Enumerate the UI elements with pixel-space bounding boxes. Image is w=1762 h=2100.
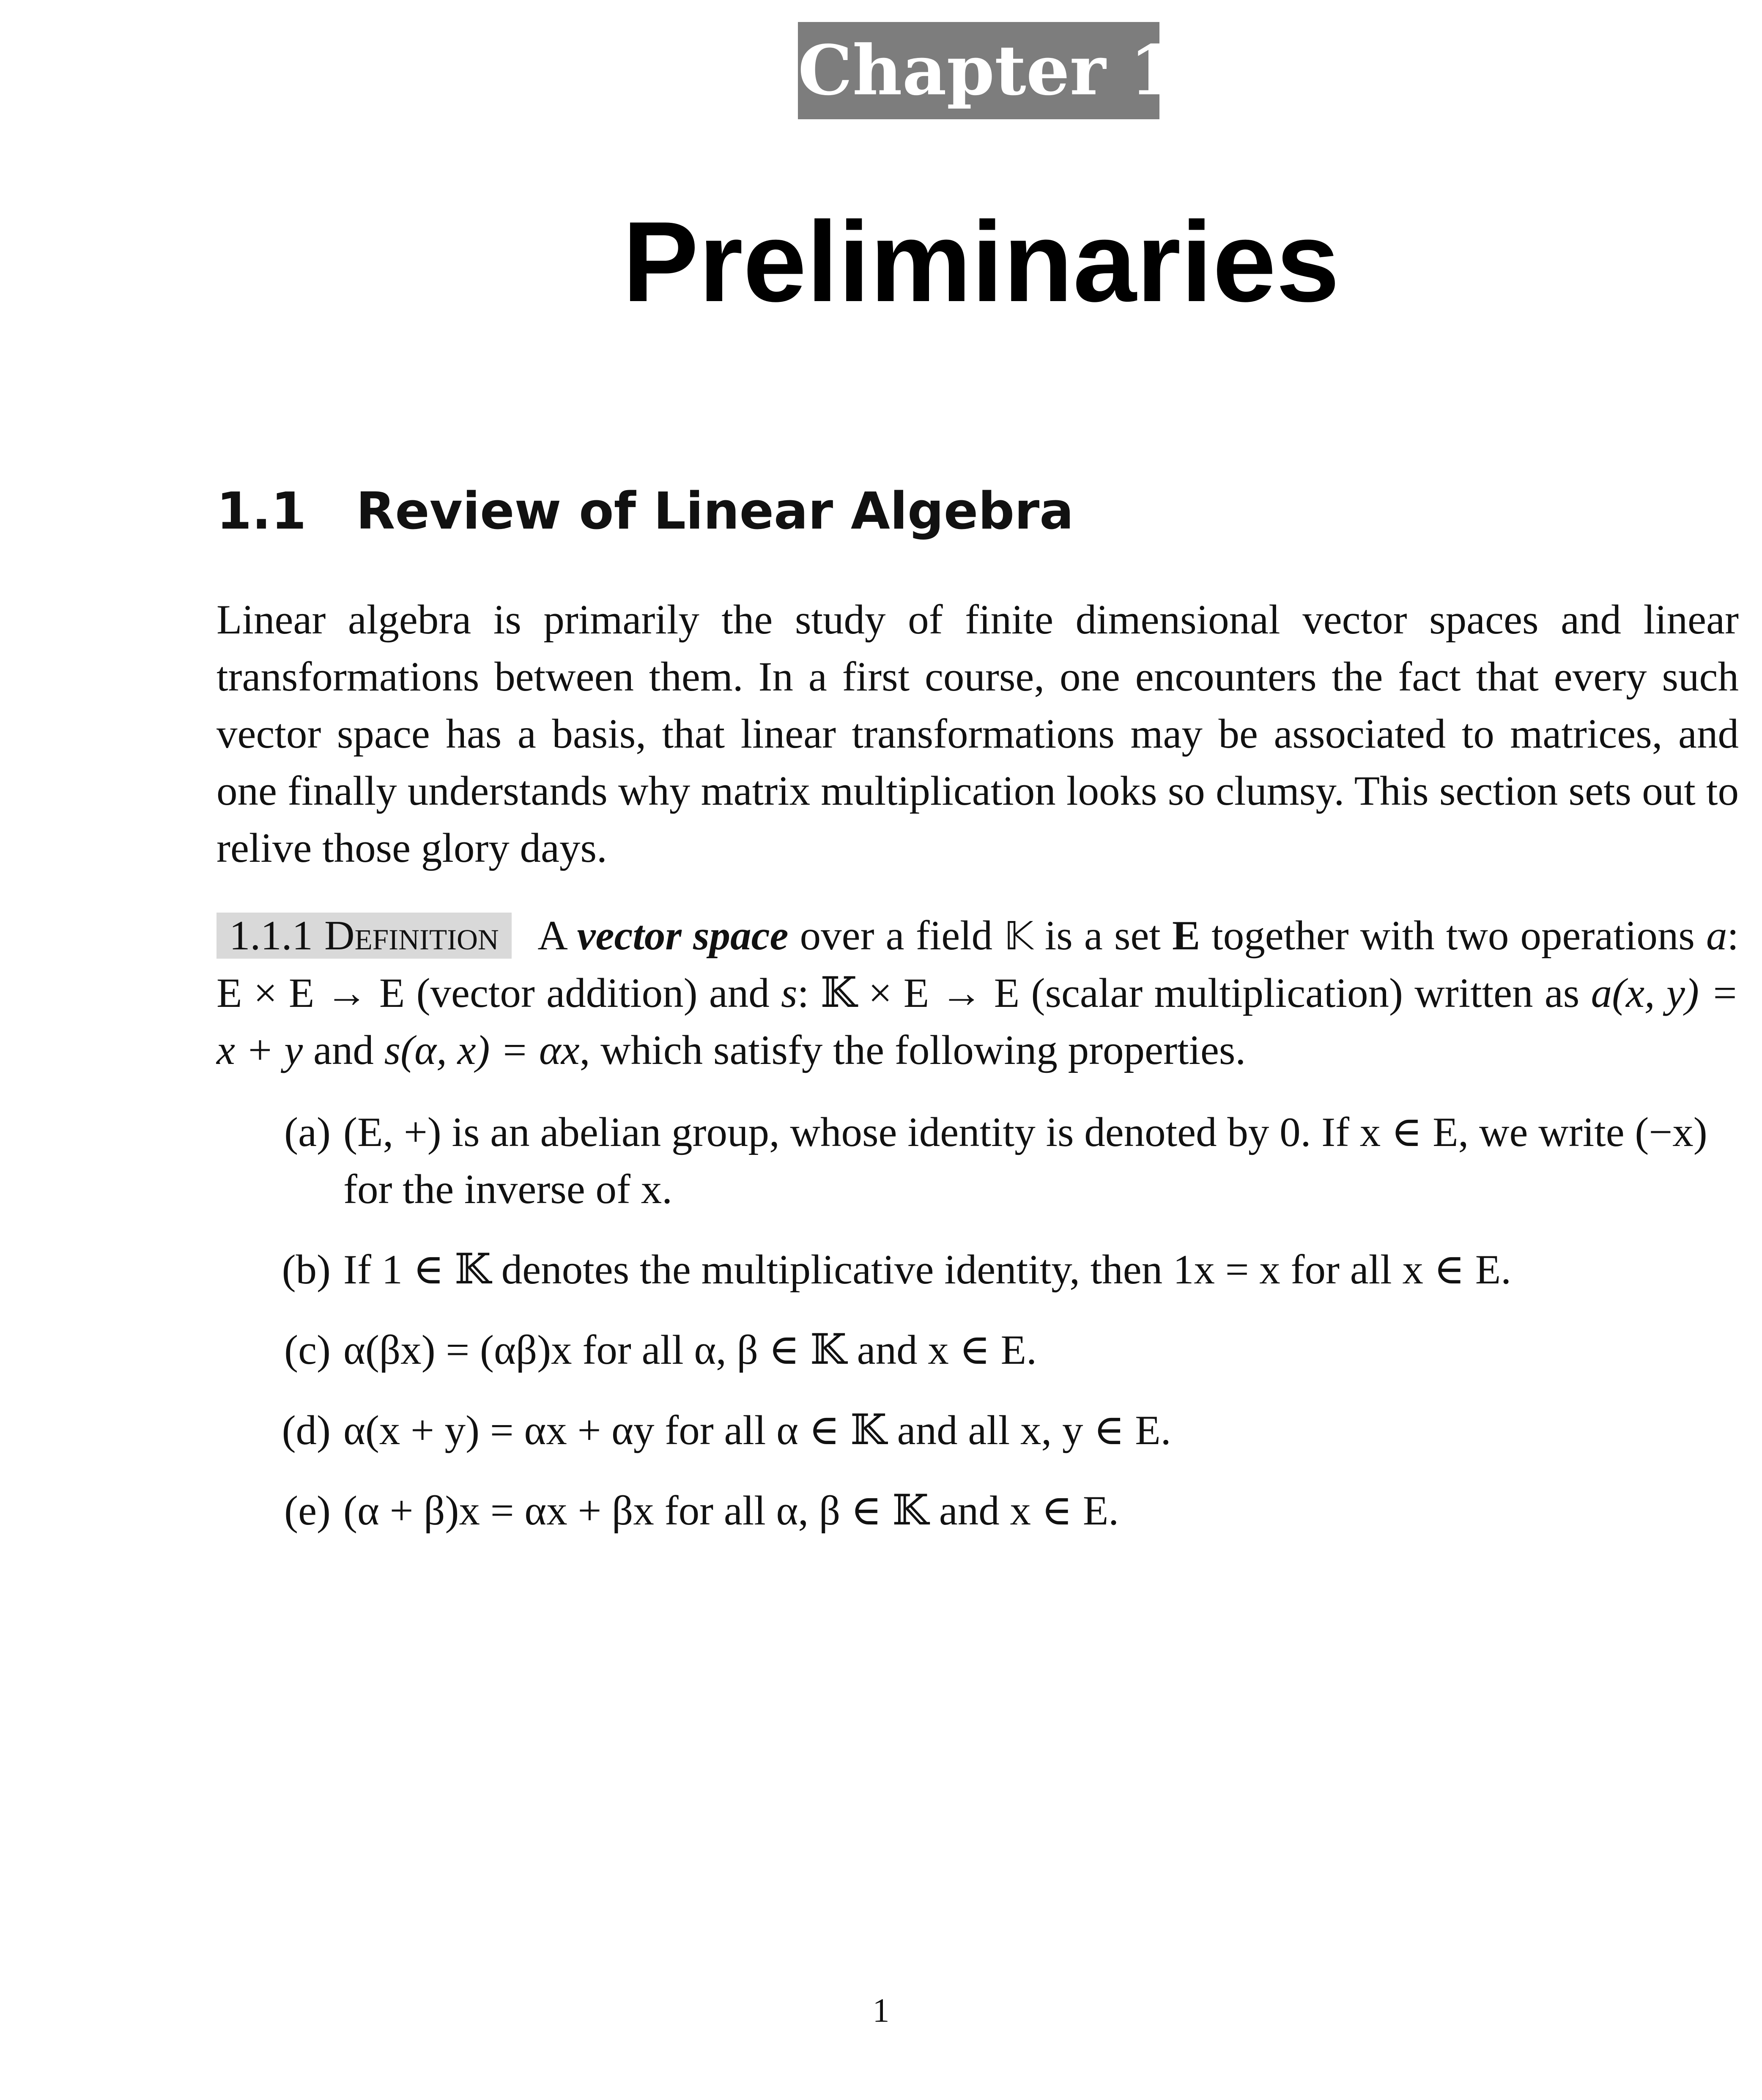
- definition-text-3: together with two operations: [1211, 913, 1695, 959]
- definition-text-1: over a field: [800, 913, 993, 959]
- intro-paragraph: Linear algebra is primarily the study of finite dimensional vector spaces and linear transformations between them. In a first course, one encounters the fact that every such vector space has a basis, that linear transformations may be associated to matrices, and one finally understands why matrix multiplication looks so clumsy. This section sets out to relive those glory days.: [216, 597, 1739, 871]
- definition-paragraph: [216, 907, 1739, 1079]
- operation-a-signature: : E × E → E: [216, 913, 1739, 1016]
- space-symbol: E: [1172, 913, 1200, 959]
- list-item-label: (a): [284, 1109, 331, 1155]
- section-number: 1.1: [216, 482, 307, 541]
- definition-text-2: is a set: [1044, 913, 1161, 959]
- definition-text-4: (vector addition) and: [416, 970, 770, 1016]
- formula-scalar: s(α, x) = αx: [384, 1027, 580, 1073]
- list-item-label: (b): [282, 1247, 331, 1293]
- definition-tag: [216, 913, 512, 959]
- list-item-text: α(βx) = (αβ)x for all α, β ∈ 𝕂 and x ∈ E.: [343, 1327, 1037, 1373]
- list-item-text: α(x + y) = αx + αy for all α ∈ 𝕂 and all x, y ∈ E.: [343, 1407, 1171, 1453]
- list-item-label: (d): [282, 1407, 331, 1453]
- formula-addition: a(x, y) = x + y: [216, 970, 1739, 1073]
- list-item-label: (c): [284, 1327, 331, 1373]
- section-title: Review of Linear Algebra: [356, 482, 1074, 541]
- list-item-text: (E, +) is an abelian group, whose identity is denoted by 0. If x ∈ E, we write (−x) for the inverse of x.: [343, 1109, 1707, 1212]
- chapter-label: Chapter 1: [798, 22, 1159, 119]
- definition-number: 1.1.1: [229, 913, 313, 959]
- operation-s-symbol: s: [781, 970, 797, 1016]
- definition-lead: A: [537, 913, 566, 959]
- definition-term: vector space: [577, 913, 789, 959]
- definition-label: Definition: [324, 913, 499, 959]
- list-item-label: (e): [284, 1488, 331, 1534]
- definition-text-6: and: [313, 1027, 374, 1073]
- page-number: 1: [872, 1992, 890, 2029]
- list-item-text: (α + β)x = αx + βx for all α, β ∈ 𝕂 and x ∈ E.: [343, 1488, 1119, 1534]
- definition-text-7: , which satisfy the following properties.: [579, 1027, 1246, 1073]
- list-item-text: If 1 ∈ 𝕂 denotes the multiplicative identity, then 1x = x for all x ∈ E.: [343, 1247, 1511, 1293]
- operation-s-signature: : 𝕂 × E → E: [797, 970, 1020, 1016]
- field-symbol: 𝕂: [1004, 913, 1033, 959]
- section-heading: [216, 482, 1074, 541]
- operation-a-symbol: a: [1706, 913, 1727, 959]
- chapter-title: Preliminaries: [622, 198, 1340, 326]
- definition-text-5: (scalar multiplication) written as: [1031, 970, 1580, 1016]
